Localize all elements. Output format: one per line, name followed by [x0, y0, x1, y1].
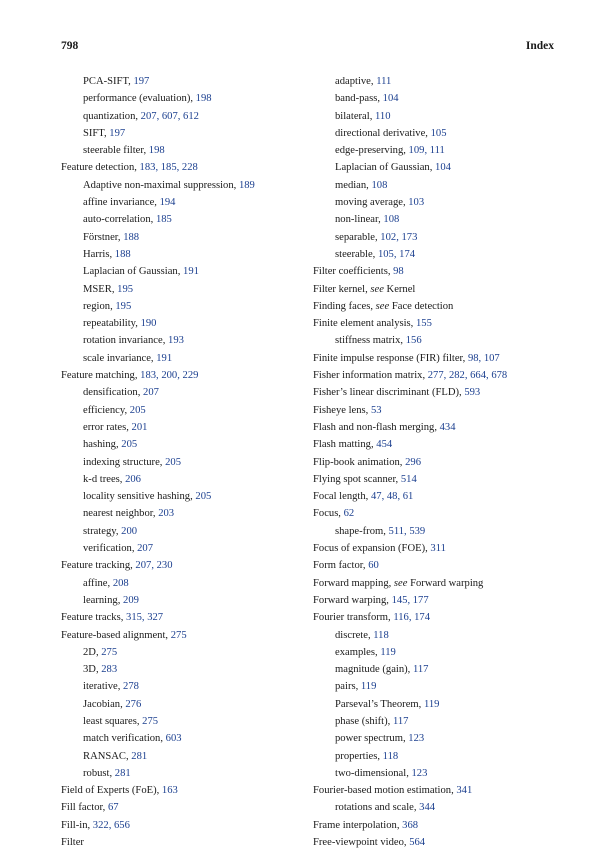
page-reference-link[interactable]: 208 — [112, 577, 129, 589]
entry-term: iterative, — [83, 681, 124, 693]
entry-term: MSER, — [83, 283, 118, 295]
index-entry — [61, 678, 301, 695]
page-reference-link[interactable]: 117 — [412, 664, 429, 676]
entry-term: 3D, — [83, 664, 102, 676]
page-reference-link[interactable]: 67 — [107, 802, 119, 814]
entry-term: scale invariance, — [83, 352, 157, 364]
entry-term: Laplacian of Gaussian, — [83, 266, 184, 278]
index-entry — [61, 246, 301, 263]
index-entry — [313, 332, 563, 349]
page-reference-link[interactable]: 275 — [170, 629, 187, 641]
index-entry — [61, 108, 301, 125]
entry-term: Focus of expansion (FOE), — [313, 543, 431, 555]
page-reference-link[interactable]: 511, 539 — [388, 525, 426, 537]
entry-term: edge-preserving, — [335, 145, 409, 157]
index-entry — [313, 696, 563, 713]
page-number: 798 — [61, 40, 79, 52]
entry-term: Feature detection, — [61, 162, 140, 174]
index-entry — [313, 575, 563, 592]
entry-term: rotation invariance, — [83, 335, 169, 347]
page-reference-link[interactable]: 102, 173 — [380, 231, 418, 243]
index-entry — [61, 661, 301, 678]
index-entry — [61, 454, 301, 471]
entry-term: Parseval’s Theorem, — [335, 698, 424, 710]
index-entry — [61, 211, 301, 228]
index-entry — [61, 332, 301, 349]
index-entry — [61, 799, 301, 816]
page-reference-link[interactable]: 203 — [158, 508, 175, 520]
index-entry — [61, 765, 301, 782]
index-entry — [313, 90, 563, 107]
page-reference-link[interactable]: 60 — [368, 560, 379, 572]
entry-term: indexing structure, — [83, 456, 166, 468]
entry-term: Feature matching, — [61, 370, 141, 382]
entry-term: separable, — [335, 231, 381, 243]
page-reference-link[interactable]: 118 — [373, 629, 389, 641]
see-reference-label: see — [393, 577, 408, 589]
entry-term: densification, — [83, 387, 144, 399]
page-reference-link[interactable]: 322, 656 — [92, 819, 130, 831]
entry-term: RANSAC, — [83, 750, 132, 762]
page-reference-link[interactable]: 311 — [430, 543, 446, 555]
index-entry — [313, 125, 563, 142]
index-entry — [313, 73, 563, 90]
entry-term: hashing, — [83, 439, 122, 451]
entry-term: locality sensitive hashing, — [83, 491, 196, 503]
entry-term: non-linear, — [335, 214, 384, 226]
index-entry — [61, 419, 301, 436]
index-entry — [61, 540, 301, 557]
entry-term: least squares, — [83, 715, 143, 727]
entry-term: shape-from, — [335, 525, 389, 537]
page-reference-link[interactable]: 205 — [195, 491, 212, 503]
page-reference-link[interactable]: 119 — [423, 698, 440, 710]
entry-term: stiffness matrix, — [335, 335, 406, 347]
entry-term: Filter coefficients, — [313, 266, 394, 278]
see-reference-label: see — [370, 283, 384, 295]
index-entry — [313, 194, 563, 211]
page-reference-link[interactable]: 276 — [125, 698, 142, 710]
index-entry — [313, 765, 563, 782]
index-entry — [61, 748, 301, 765]
index-column-right — [313, 73, 563, 851]
entry-term: magnitude (gain), — [335, 664, 413, 676]
entry-term: Filter kernel, — [313, 283, 371, 295]
index-entry — [61, 609, 301, 626]
index-entry — [313, 315, 563, 332]
entry-term: bilateral, — [335, 110, 376, 122]
page-title: Index — [525, 40, 554, 52]
entry-term: properties, — [335, 750, 383, 762]
index-entry — [61, 298, 301, 315]
entry-term: Focal length, — [313, 491, 371, 503]
entry-term: Forward mapping, — [313, 577, 394, 589]
entry-term: Finite element analysis, — [313, 318, 416, 330]
index-entry — [313, 523, 563, 540]
page-reference-link[interactable]: 103 — [408, 197, 425, 209]
entry-term: Finite impulse response (FIR) filter, — [313, 352, 468, 364]
index-entry — [61, 696, 301, 713]
index-entry — [313, 350, 563, 367]
page-reference-link[interactable]: 201 — [131, 421, 148, 433]
index-entry — [313, 627, 563, 644]
index-entry — [61, 627, 301, 644]
index-entry — [61, 471, 301, 488]
entry-term: Forward warping, — [313, 594, 392, 606]
entry-term: Form factor, — [313, 560, 369, 572]
entry-term: Fisher information matrix, — [313, 370, 428, 382]
page-reference-link[interactable]: 108 — [371, 179, 388, 191]
index-entry — [313, 263, 563, 280]
page-reference-link[interactable]: 183, 200, 229 — [140, 370, 199, 382]
index-entry — [313, 730, 563, 747]
page-reference-link[interactable]: 296 — [405, 456, 421, 468]
page-reference-link[interactable]: 47, 48, 61 — [370, 491, 414, 503]
page-reference-link[interactable]: 200 — [121, 525, 138, 537]
entry-term: pairs, — [335, 681, 361, 693]
index-entry — [313, 229, 563, 246]
entry-term: moving average, — [335, 197, 409, 209]
page-reference-link[interactable]: 105 — [430, 127, 447, 139]
index-entry — [313, 557, 563, 574]
see-reference-target: Face detection — [389, 300, 454, 312]
index-entry — [61, 73, 301, 90]
entry-term: Förstner, — [83, 231, 124, 243]
page-reference-link[interactable]: 190 — [140, 318, 157, 330]
page-reference-link[interactable]: 205 — [121, 439, 138, 451]
index-entry — [61, 194, 301, 211]
entry-term: PCA-SIFT, — [83, 76, 134, 87]
index-entry — [313, 834, 563, 851]
page-reference-link[interactable]: 104 — [382, 93, 399, 105]
index-entry — [313, 644, 563, 661]
page-reference-link[interactable]: 194 — [159, 197, 176, 209]
entry-term: Harris, — [83, 248, 115, 260]
page-reference-link[interactable]: 189 — [238, 179, 255, 191]
entry-term: rotations and scale, — [335, 802, 420, 814]
index-entry — [61, 592, 301, 609]
index-entry — [61, 142, 301, 159]
entry-term: Flash matting, — [313, 439, 377, 451]
page-reference-link[interactable]: 156 — [405, 335, 422, 347]
see-reference-target: Forward warping — [407, 577, 484, 589]
index-entry — [313, 713, 563, 730]
entry-term: Fourier transform, — [313, 612, 394, 624]
index-entry — [313, 678, 563, 695]
index-entry — [313, 108, 563, 125]
index-entry — [313, 384, 563, 401]
page-reference-link[interactable]: 205 — [129, 404, 146, 416]
entry-term: Fisheye lens, — [313, 404, 371, 416]
entry-term: Feature-based alignment, — [61, 629, 171, 641]
page-reference-link[interactable]: 207 — [137, 543, 154, 555]
index-entry — [313, 661, 563, 678]
index-entry — [61, 575, 301, 592]
entry-term: Adaptive non-maximal suppression, — [83, 179, 239, 191]
index-entry — [313, 211, 563, 228]
entry-term: Fill-in, — [61, 819, 93, 831]
page-reference-link[interactable]: 119 — [380, 646, 396, 658]
index-entry — [61, 730, 301, 747]
page-reference-link[interactable]: 191 — [183, 266, 199, 278]
index-entry — [61, 281, 301, 298]
page-reference-link[interactable]: 207 — [143, 387, 159, 399]
page-reference-link[interactable]: 109, 111 — [408, 145, 445, 157]
page-reference-link[interactable]: 197 — [133, 76, 150, 87]
page-reference-link[interactable]: 62 — [343, 508, 355, 520]
entry-term: performance (evaluation), — [83, 93, 196, 105]
entry-term: affine, — [83, 577, 113, 589]
entry-term: error rates, — [83, 421, 132, 433]
index-entry — [61, 367, 301, 384]
index-entry — [313, 246, 563, 263]
entry-term: learning, — [83, 594, 124, 606]
entry-term: verification, — [83, 543, 138, 555]
entry-term: match verification, — [83, 733, 166, 745]
index-entry — [313, 281, 563, 298]
entry-term: median, — [335, 179, 372, 191]
page-reference-link[interactable]: 454 — [376, 439, 393, 451]
page-reference-link[interactable]: 116, 174 — [393, 612, 431, 624]
index-entry — [61, 817, 301, 834]
page-reference-link[interactable]: 105, 174 — [377, 248, 416, 260]
entry-term: Frame interpolation, — [313, 819, 403, 831]
entry-term: examples, — [335, 646, 381, 658]
entry-term: quantization, — [83, 110, 141, 122]
entry-term: Flip-book animation, — [313, 456, 406, 468]
entry-term: discrete, — [335, 629, 374, 641]
entry-term: Filter — [61, 837, 84, 849]
index-entry — [61, 177, 301, 194]
index-entry — [61, 350, 301, 367]
index-entry — [313, 488, 563, 505]
page-reference-link[interactable]: 188 — [123, 231, 140, 243]
page-reference-link[interactable]: 197 — [109, 127, 126, 139]
entry-term: strategy, — [83, 525, 122, 537]
page-reference-link[interactable]: 198 — [148, 145, 165, 157]
index-entry — [313, 471, 563, 488]
page-reference-link[interactable]: 163 — [161, 785, 178, 797]
index-entry — [61, 782, 301, 799]
page-reference-link[interactable]: 368 — [402, 819, 419, 831]
page-reference-link[interactable]: 275 — [101, 646, 118, 658]
page-reference-link[interactable]: 315, 327 — [126, 612, 164, 624]
page-reference-link[interactable]: 191 — [156, 352, 173, 364]
index-entry — [61, 315, 301, 332]
page-reference-link[interactable]: 111 — [376, 76, 392, 87]
page-reference-link[interactable]: 119 — [360, 681, 377, 693]
index-entry — [61, 402, 301, 419]
page-reference-link[interactable]: 198 — [195, 93, 212, 105]
index-entry — [61, 523, 301, 540]
entry-term: Fourier-based motion estimation, — [313, 785, 457, 797]
index-entry — [313, 609, 563, 626]
index-entry — [313, 799, 563, 816]
index-entry — [61, 263, 301, 280]
entry-term: Finding faces, — [313, 300, 376, 312]
page-reference-link[interactable]: 344 — [419, 802, 436, 814]
page-reference-link[interactable]: 564 — [409, 837, 426, 849]
index-entry — [61, 436, 301, 453]
page-reference-link[interactable]: 185 — [155, 214, 172, 226]
entry-term: directional derivative, — [335, 127, 431, 139]
page-reference-link[interactable]: 281 — [131, 750, 148, 762]
index-entry — [61, 125, 301, 142]
index-entry — [61, 90, 301, 107]
entry-term: Flying spot scanner, — [313, 473, 401, 485]
entry-term: Field of Experts (FoE), — [61, 785, 162, 797]
index-entry — [313, 748, 563, 765]
page-reference-link[interactable]: 275 — [142, 715, 159, 727]
index-entry — [313, 454, 563, 471]
page-reference-link[interactable]: 603 — [165, 733, 182, 745]
page-reference-link[interactable]: 277, 282, 664, 678 — [427, 370, 508, 382]
page-reference-link[interactable]: 98, 107 — [467, 352, 500, 364]
index-entry — [61, 557, 301, 574]
entry-term: 2D, — [83, 646, 102, 658]
entry-term: Feature tracking, — [61, 560, 136, 572]
page-reference-link[interactable]: 206 — [125, 473, 141, 485]
index-entry — [61, 834, 301, 851]
entry-term: Fill factor, — [61, 802, 108, 814]
index-entry — [61, 505, 301, 522]
index-entry — [61, 644, 301, 661]
entry-term: affine invariance, — [83, 197, 160, 209]
index-entry — [313, 367, 563, 384]
entry-term: steerable, — [335, 248, 378, 260]
page-reference-link[interactable]: 209 — [123, 594, 139, 606]
entry-term: repeatability, — [83, 318, 141, 330]
entry-term: Fisher’s linear discriminant (FLD), — [313, 387, 465, 399]
page-reference-link[interactable]: 98 — [393, 266, 404, 278]
entry-term: efficiency, — [83, 404, 130, 416]
page-reference-link[interactable]: 593 — [464, 387, 481, 399]
page-reference-link[interactable]: 145, 177 — [391, 594, 429, 606]
see-reference-label: see — [375, 300, 390, 312]
index-entry — [313, 402, 563, 419]
page-reference-link[interactable]: 155 — [415, 318, 432, 330]
entry-term: SIFT, — [83, 127, 110, 139]
page-reference-link[interactable]: 188 — [114, 248, 131, 260]
index-entry — [61, 713, 301, 730]
page-reference-link[interactable]: 118 — [382, 750, 399, 762]
entry-term: Free-viewpoint video, — [313, 837, 410, 849]
page-reference-link[interactable]: 117 — [392, 715, 409, 727]
entry-term: auto-correlation, — [83, 214, 156, 226]
index-entry — [61, 488, 301, 505]
index-entry — [61, 159, 301, 176]
index-entry — [313, 159, 563, 176]
page-reference-link[interactable]: 283 — [101, 664, 118, 676]
page-reference-link[interactable]: 104 — [435, 162, 451, 174]
index-entry — [313, 592, 563, 609]
entry-term: Laplacian of Gaussian, — [335, 162, 436, 174]
index-entry — [313, 540, 563, 557]
page-reference-link[interactable]: 53 — [370, 404, 382, 416]
see-reference-target: Kernel — [383, 283, 416, 295]
entry-term: region, — [83, 300, 116, 312]
page-reference-link[interactable]: 341 — [456, 785, 473, 797]
page-reference-link[interactable]: 110 — [375, 110, 391, 122]
entry-term: Focus, — [313, 508, 344, 520]
page-reference-link[interactable]: 108 — [383, 214, 400, 226]
entry-term: Flash and non-flash merging, — [313, 421, 440, 433]
page-reference-link[interactable]: 123 — [411, 767, 428, 779]
page-reference-link[interactable]: 207, 607, 612 — [140, 110, 199, 122]
page-reference-link[interactable]: 434 — [439, 421, 456, 433]
page-reference-link[interactable]: 281 — [114, 767, 131, 779]
entry-term: steerable filter, — [83, 145, 149, 157]
entry-term: phase (shift), — [335, 715, 393, 727]
page-reference-link[interactable]: 195 — [115, 300, 132, 312]
page-reference-link[interactable]: 195 — [117, 283, 134, 295]
entry-term: robust, — [83, 767, 115, 779]
entry-term: k-d trees, — [83, 473, 126, 485]
index-entry — [313, 817, 563, 834]
index-entry — [313, 419, 563, 436]
page-reference-link[interactable]: 514 — [400, 473, 417, 485]
entry-term: Jacobian, — [83, 698, 126, 710]
entry-term: band-pass, — [335, 93, 383, 105]
page-reference-link[interactable]: 123 — [408, 733, 425, 745]
entry-term: Feature tracks, — [61, 612, 127, 624]
page-reference-link[interactable]: 193 — [168, 335, 184, 347]
index-entry — [313, 436, 563, 453]
index-entry — [313, 782, 563, 799]
page-reference-link[interactable]: 207, 230 — [135, 560, 173, 572]
page-reference-link[interactable]: 205 — [165, 456, 181, 468]
index-entry — [313, 298, 563, 315]
index-entry — [313, 177, 563, 194]
page-reference-link[interactable]: 278 — [123, 681, 139, 693]
index-entry — [61, 384, 301, 401]
index-column-left — [61, 73, 301, 851]
index-entry — [61, 229, 301, 246]
entry-term: two-dimensional, — [335, 767, 412, 779]
entry-term: power spectrum, — [335, 733, 409, 745]
index-entry — [313, 142, 563, 159]
page-reference-link[interactable]: 183, 185, 228 — [139, 162, 198, 174]
entry-term: adaptive, — [335, 76, 377, 87]
entry-term: nearest neighbor, — [83, 508, 159, 520]
index-entry — [313, 505, 563, 522]
page-header — [61, 40, 554, 56]
